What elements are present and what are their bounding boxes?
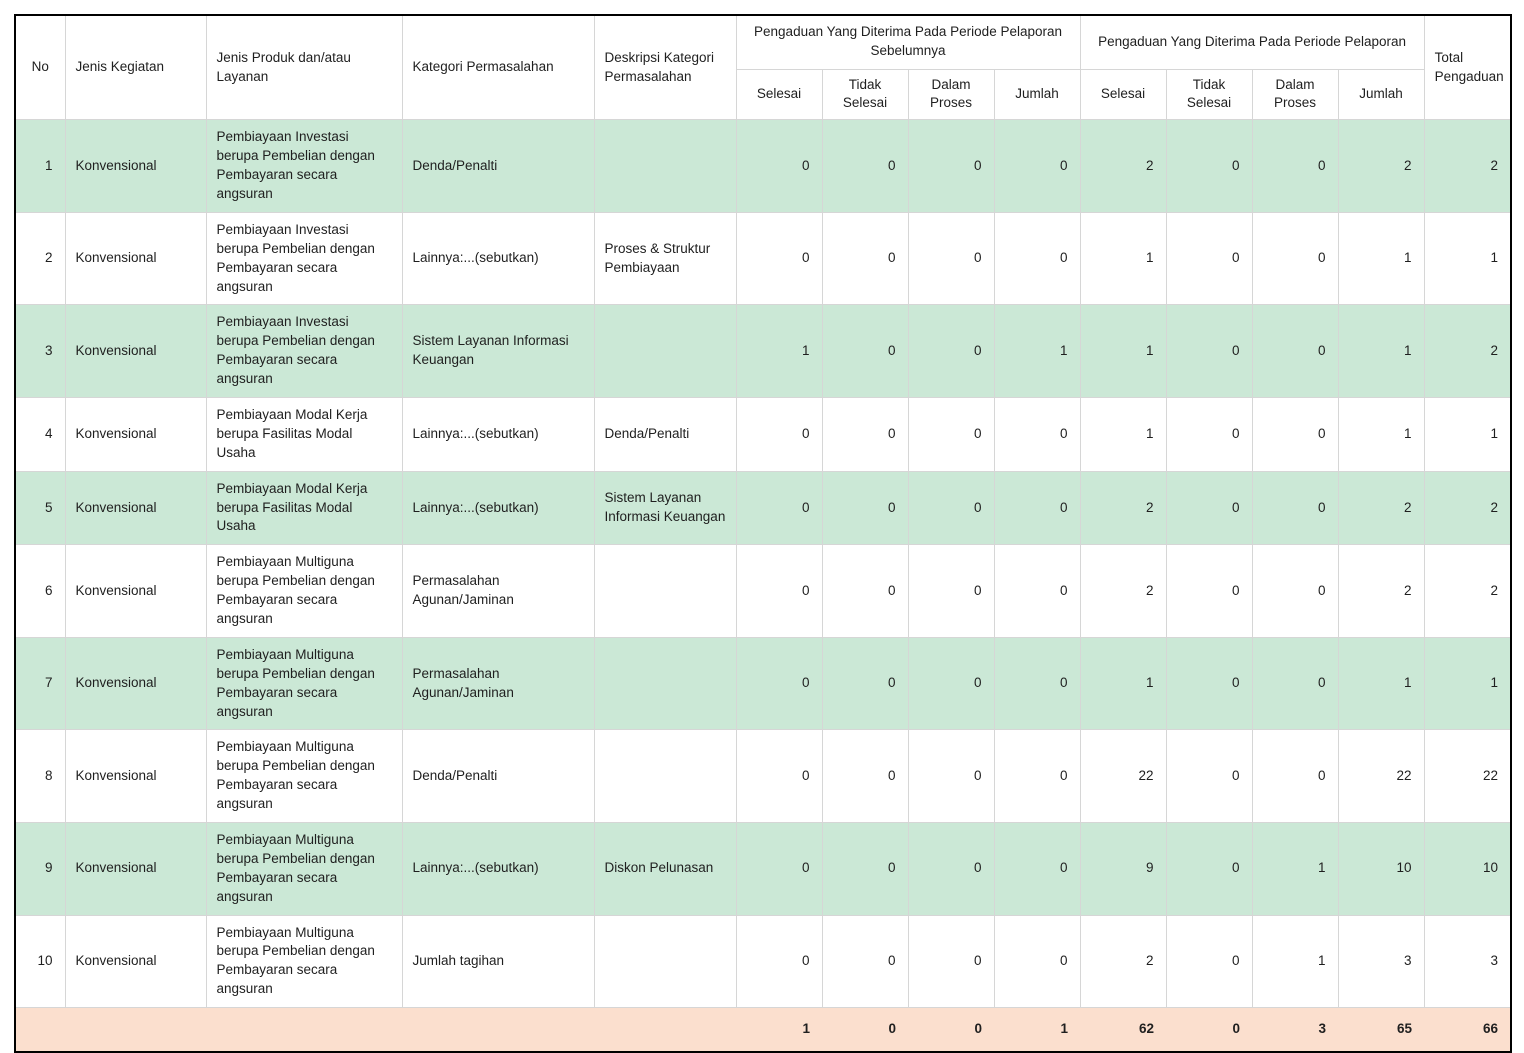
total-curr-dalam-proses: 3 [1252, 1008, 1338, 1052]
table-header [15, 15, 1511, 120]
total-pengaduan-grand: 66 [1424, 1008, 1511, 1052]
cell-curr-dalam-proses: 0 [1252, 545, 1338, 638]
cell-jenis-kegiatan: Konvensional [65, 471, 206, 545]
cell-curr-tidak-selesai: 0 [1166, 637, 1252, 730]
cell-jenis-produk: Pembiayaan Investasi berupa Pembelian dengan Pembayaran secara angsuran [206, 212, 402, 305]
subheader-prev-tidak-selesai: Tidak Selesai [822, 69, 908, 120]
cell-kategori: Lainnya:...(sebutkan) [402, 212, 594, 305]
cell-curr-jumlah: 1 [1338, 397, 1424, 471]
cell-curr-tidak-selesai: 0 [1166, 915, 1252, 1008]
table-body [15, 120, 1511, 1008]
cell-curr-dalam-proses: 0 [1252, 471, 1338, 545]
subheader-prev-jumlah: Jumlah [994, 69, 1080, 120]
cell-curr-tidak-selesai: 0 [1166, 471, 1252, 545]
cell-jenis-produk: Pembiayaan Modal Kerja berupa Fasilitas Modal Usaha [206, 397, 402, 471]
cell-prev-tidak-selesai: 0 [822, 120, 908, 213]
cell-curr-dalam-proses: 0 [1252, 212, 1338, 305]
cell-prev-dalam-proses: 0 [908, 915, 994, 1008]
cell-prev-tidak-selesai: 0 [822, 915, 908, 1008]
cell-kategori: Denda/Penalti [402, 120, 594, 213]
header-total-pengaduan: Total Pengaduan [1424, 15, 1511, 120]
cell-total-pengaduan: 10 [1424, 823, 1511, 916]
cell-jenis-kegiatan: Konvensional [65, 305, 206, 398]
table-footer [15, 1008, 1511, 1052]
cell-no: 1 [15, 120, 65, 213]
cell-prev-selesai: 0 [736, 915, 822, 1008]
subheader-curr-dalam-proses: Dalam Proses [1252, 69, 1338, 120]
cell-curr-tidak-selesai: 0 [1166, 730, 1252, 823]
cell-curr-jumlah: 3 [1338, 915, 1424, 1008]
cell-prev-jumlah: 0 [994, 730, 1080, 823]
total-prev-jumlah: 1 [994, 1008, 1080, 1052]
cell-prev-jumlah: 0 [994, 637, 1080, 730]
table-row [15, 305, 1511, 398]
cell-prev-jumlah: 0 [994, 120, 1080, 213]
complaints-report-table [14, 14, 1512, 1053]
cell-curr-jumlah: 2 [1338, 120, 1424, 213]
cell-curr-selesai: 1 [1080, 637, 1166, 730]
cell-jenis-kegiatan: Konvensional [65, 823, 206, 916]
cell-curr-tidak-selesai: 0 [1166, 823, 1252, 916]
cell-jenis-kegiatan: Konvensional [65, 730, 206, 823]
cell-curr-dalam-proses: 0 [1252, 120, 1338, 213]
cell-curr-selesai: 22 [1080, 730, 1166, 823]
subheader-prev-dalam-proses: Dalam Proses [908, 69, 994, 120]
cell-prev-dalam-proses: 0 [908, 545, 994, 638]
cell-total-pengaduan: 1 [1424, 397, 1511, 471]
cell-prev-jumlah: 1 [994, 305, 1080, 398]
cell-curr-tidak-selesai: 0 [1166, 305, 1252, 398]
cell-prev-selesai: 0 [736, 471, 822, 545]
cell-prev-dalam-proses: 0 [908, 397, 994, 471]
cell-curr-jumlah: 10 [1338, 823, 1424, 916]
table-row [15, 823, 1511, 916]
cell-prev-jumlah: 0 [994, 212, 1080, 305]
cell-prev-dalam-proses: 0 [908, 730, 994, 823]
total-prev-dalam-proses: 0 [908, 1008, 994, 1052]
cell-prev-dalam-proses: 0 [908, 637, 994, 730]
header-no: No [15, 15, 65, 120]
cell-prev-jumlah: 0 [994, 915, 1080, 1008]
cell-jenis-kegiatan: Konvensional [65, 212, 206, 305]
cell-curr-tidak-selesai: 0 [1166, 545, 1252, 638]
cell-curr-jumlah: 22 [1338, 730, 1424, 823]
cell-total-pengaduan: 2 [1424, 545, 1511, 638]
total-prev-selesai: 1 [736, 1008, 822, 1052]
cell-total-pengaduan: 2 [1424, 471, 1511, 545]
cell-curr-jumlah: 1 [1338, 637, 1424, 730]
cell-no: 10 [15, 915, 65, 1008]
cell-total-pengaduan: 2 [1424, 120, 1511, 213]
cell-curr-jumlah: 1 [1338, 212, 1424, 305]
cell-no: 9 [15, 823, 65, 916]
cell-deskripsi: Diskon Pelunasan [594, 823, 736, 916]
cell-curr-tidak-selesai: 0 [1166, 397, 1252, 471]
cell-jenis-produk: Pembiayaan Modal Kerja berupa Fasilitas Modal Usaha [206, 471, 402, 545]
cell-curr-dalam-proses: 0 [1252, 637, 1338, 730]
cell-prev-dalam-proses: 0 [908, 823, 994, 916]
cell-total-pengaduan: 1 [1424, 637, 1511, 730]
cell-curr-dalam-proses: 0 [1252, 305, 1338, 398]
cell-deskripsi: Sistem Layanan Informasi Keuangan [594, 471, 736, 545]
subheader-curr-tidak-selesai: Tidak Selesai [1166, 69, 1252, 120]
cell-curr-selesai: 1 [1080, 397, 1166, 471]
cell-jenis-produk: Pembiayaan Multiguna berupa Pembelian dengan Pembayaran secara angsuran [206, 637, 402, 730]
cell-kategori: Jumlah tagihan [402, 915, 594, 1008]
cell-prev-tidak-selesai: 0 [822, 730, 908, 823]
cell-prev-jumlah: 0 [994, 545, 1080, 638]
cell-no: 5 [15, 471, 65, 545]
table-row [15, 730, 1511, 823]
cell-kategori: Lainnya:...(sebutkan) [402, 823, 594, 916]
table-row [15, 397, 1511, 471]
total-prev-tidak-selesai: 0 [822, 1008, 908, 1052]
header-group-periode-sebelumnya: Pengaduan Yang Diterima Pada Periode Pelaporan Sebelumnya [736, 15, 1080, 69]
table-row [15, 545, 1511, 638]
cell-prev-jumlah: 0 [994, 471, 1080, 545]
cell-no: 3 [15, 305, 65, 398]
cell-prev-selesai: 0 [736, 212, 822, 305]
header-kategori: Kategori Permasalahan [402, 15, 594, 120]
subheader-curr-selesai: Selesai [1080, 69, 1166, 120]
cell-curr-jumlah: 2 [1338, 471, 1424, 545]
subheader-curr-jumlah: Jumlah [1338, 69, 1424, 120]
cell-kategori: Lainnya:...(sebutkan) [402, 397, 594, 471]
cell-deskripsi: Proses & Struktur Pembiayaan [594, 212, 736, 305]
cell-prev-selesai: 0 [736, 637, 822, 730]
cell-jenis-kegiatan: Konvensional [65, 120, 206, 213]
table-row [15, 471, 1511, 545]
cell-no: 4 [15, 397, 65, 471]
cell-prev-tidak-selesai: 0 [822, 545, 908, 638]
total-curr-selesai: 62 [1080, 1008, 1166, 1052]
cell-prev-selesai: 0 [736, 397, 822, 471]
totals-row [15, 1008, 1511, 1052]
cell-kategori: Denda/Penalti [402, 730, 594, 823]
cell-jenis-kegiatan: Konvensional [65, 545, 206, 638]
cell-prev-jumlah: 0 [994, 823, 1080, 916]
cell-curr-selesai: 1 [1080, 305, 1166, 398]
cell-deskripsi [594, 915, 736, 1008]
cell-curr-tidak-selesai: 0 [1166, 212, 1252, 305]
cell-deskripsi [594, 120, 736, 213]
cell-prev-jumlah: 0 [994, 397, 1080, 471]
cell-no: 6 [15, 545, 65, 638]
totals-row-spacer [15, 1008, 736, 1052]
cell-total-pengaduan: 3 [1424, 915, 1511, 1008]
cell-curr-selesai: 2 [1080, 545, 1166, 638]
cell-total-pengaduan: 1 [1424, 212, 1511, 305]
cell-curr-selesai: 1 [1080, 212, 1166, 305]
cell-prev-dalam-proses: 0 [908, 120, 994, 213]
cell-curr-selesai: 2 [1080, 915, 1166, 1008]
cell-kategori: Permasalahan Agunan/Jaminan [402, 545, 594, 638]
cell-jenis-produk: Pembiayaan Investasi berupa Pembelian dengan Pembayaran secara angsuran [206, 305, 402, 398]
cell-deskripsi [594, 545, 736, 638]
cell-prev-tidak-selesai: 0 [822, 212, 908, 305]
cell-deskripsi [594, 637, 736, 730]
cell-curr-dalam-proses: 0 [1252, 397, 1338, 471]
cell-kategori: Lainnya:...(sebutkan) [402, 471, 594, 545]
cell-prev-selesai: 0 [736, 730, 822, 823]
cell-prev-selesai: 0 [736, 823, 822, 916]
cell-total-pengaduan: 2 [1424, 305, 1511, 398]
cell-no: 7 [15, 637, 65, 730]
cell-jenis-kegiatan: Konvensional [65, 915, 206, 1008]
table-row [15, 120, 1511, 213]
cell-deskripsi [594, 305, 736, 398]
cell-curr-selesai: 2 [1080, 120, 1166, 213]
cell-kategori: Permasalahan Agunan/Jaminan [402, 637, 594, 730]
total-curr-tidak-selesai: 0 [1166, 1008, 1252, 1052]
cell-total-pengaduan: 22 [1424, 730, 1511, 823]
cell-kategori: Sistem Layanan Informasi Keuangan [402, 305, 594, 398]
header-jenis-kegiatan: Jenis Kegiatan [65, 15, 206, 120]
cell-curr-selesai: 2 [1080, 471, 1166, 545]
cell-jenis-kegiatan: Konvensional [65, 637, 206, 730]
cell-prev-dalam-proses: 0 [908, 212, 994, 305]
cell-prev-tidak-selesai: 0 [822, 823, 908, 916]
cell-prev-selesai: 0 [736, 545, 822, 638]
cell-curr-jumlah: 2 [1338, 545, 1424, 638]
cell-prev-selesai: 1 [736, 305, 822, 398]
cell-jenis-produk: Pembiayaan Multiguna berupa Pembelian dengan Pembayaran secara angsuran [206, 545, 402, 638]
cell-prev-tidak-selesai: 0 [822, 305, 908, 398]
header-deskripsi: Deskripsi Kategori Permasalahan [594, 15, 736, 120]
total-curr-jumlah: 65 [1338, 1008, 1424, 1052]
cell-jenis-produk: Pembiayaan Investasi berupa Pembelian dengan Pembayaran secara angsuran [206, 120, 402, 213]
cell-no: 8 [15, 730, 65, 823]
cell-curr-dalam-proses: 1 [1252, 915, 1338, 1008]
header-jenis-produk: Jenis Produk dan/atau Layanan [206, 15, 402, 120]
table-row [15, 915, 1511, 1008]
cell-prev-dalam-proses: 0 [908, 471, 994, 545]
cell-prev-tidak-selesai: 0 [822, 471, 908, 545]
cell-prev-selesai: 0 [736, 120, 822, 213]
cell-prev-tidak-selesai: 0 [822, 397, 908, 471]
cell-deskripsi [594, 730, 736, 823]
header-group-periode-pelaporan: Pengaduan Yang Diterima Pada Periode Pelaporan [1080, 15, 1424, 69]
cell-curr-dalam-proses: 1 [1252, 823, 1338, 916]
cell-jenis-produk: Pembiayaan Multiguna berupa Pembelian dengan Pembayaran secara angsuran [206, 915, 402, 1008]
table-row [15, 212, 1511, 305]
cell-jenis-produk: Pembiayaan Multiguna berupa Pembelian dengan Pembayaran secara angsuran [206, 730, 402, 823]
cell-jenis-produk: Pembiayaan Multiguna berupa Pembelian dengan Pembayaran secara angsuran [206, 823, 402, 916]
cell-no: 2 [15, 212, 65, 305]
cell-curr-tidak-selesai: 0 [1166, 120, 1252, 213]
cell-deskripsi: Denda/Penalti [594, 397, 736, 471]
cell-jenis-kegiatan: Konvensional [65, 397, 206, 471]
cell-prev-tidak-selesai: 0 [822, 637, 908, 730]
cell-prev-dalam-proses: 0 [908, 305, 994, 398]
cell-curr-jumlah: 1 [1338, 305, 1424, 398]
subheader-prev-selesai: Selesai [736, 69, 822, 120]
cell-curr-selesai: 9 [1080, 823, 1166, 916]
cell-curr-dalam-proses: 0 [1252, 730, 1338, 823]
table-row [15, 637, 1511, 730]
